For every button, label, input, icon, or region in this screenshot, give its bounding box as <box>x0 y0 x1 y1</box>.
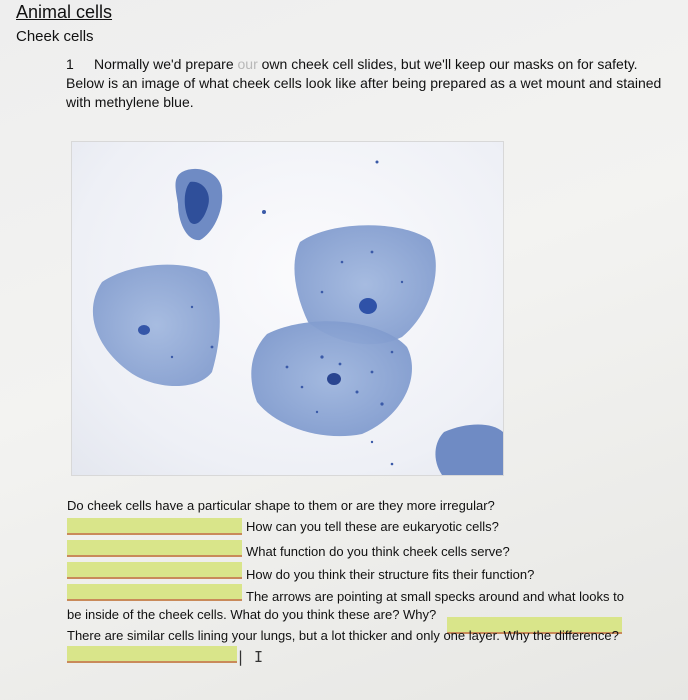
intro-text-faded: our <box>237 56 258 72</box>
section-subheading: Cheek cells <box>16 28 94 45</box>
answer-field-2[interactable] <box>67 540 242 557</box>
middle-cell-nucleus <box>327 373 341 385</box>
question-lungs: There are similar cells lining your lungs, but a lot thicker and only one layer. Why the difference? <box>67 628 619 643</box>
text-cursor-icon: | I <box>236 648 264 666</box>
corner-cell <box>435 425 503 476</box>
upper-right-cell-nucleus <box>359 298 377 314</box>
intro-line-3: with methylene blue. <box>66 94 194 110</box>
cheek-cell-micrograph <box>71 141 504 476</box>
intro-line-1 <box>66 55 676 74</box>
micrograph-image <box>72 142 503 475</box>
question-function: What function do you think cheek cells serve? <box>246 544 510 559</box>
question-cell-shape: Do cheek cells have a particular shape to them or are they more irregular? <box>67 498 495 513</box>
intro-text-end: own cheek cell slides, but we'll keep our masks on for safety. <box>257 56 638 72</box>
question-eukaryotic: How can you tell these are eukaryotic cells? <box>246 519 499 534</box>
intro-line-2: Below is an image of what cheek cells look like after being prepared as a wet mount and stained <box>66 75 662 91</box>
question-specks-line2: be inside of the cheek cells. What do you think these are? Why? <box>67 607 437 622</box>
intro-text-start: Normally we'd prepare <box>94 56 238 72</box>
answer-field-3[interactable] <box>67 562 242 579</box>
intro-paragraph <box>66 55 676 112</box>
question-structure: How do you think their structure fits their function? <box>246 567 535 582</box>
question-specks-line1: The arrows are pointing at small specks around and what looks to <box>246 589 624 604</box>
answer-field-1[interactable] <box>67 518 242 535</box>
answer-field-6[interactable] <box>67 646 237 663</box>
left-cell-nucleus <box>138 325 150 335</box>
left-cell <box>93 265 220 386</box>
page-heading: Animal cells <box>16 2 113 22</box>
item-number: 1 <box>66 56 74 72</box>
answer-field-4[interactable] <box>67 584 242 601</box>
